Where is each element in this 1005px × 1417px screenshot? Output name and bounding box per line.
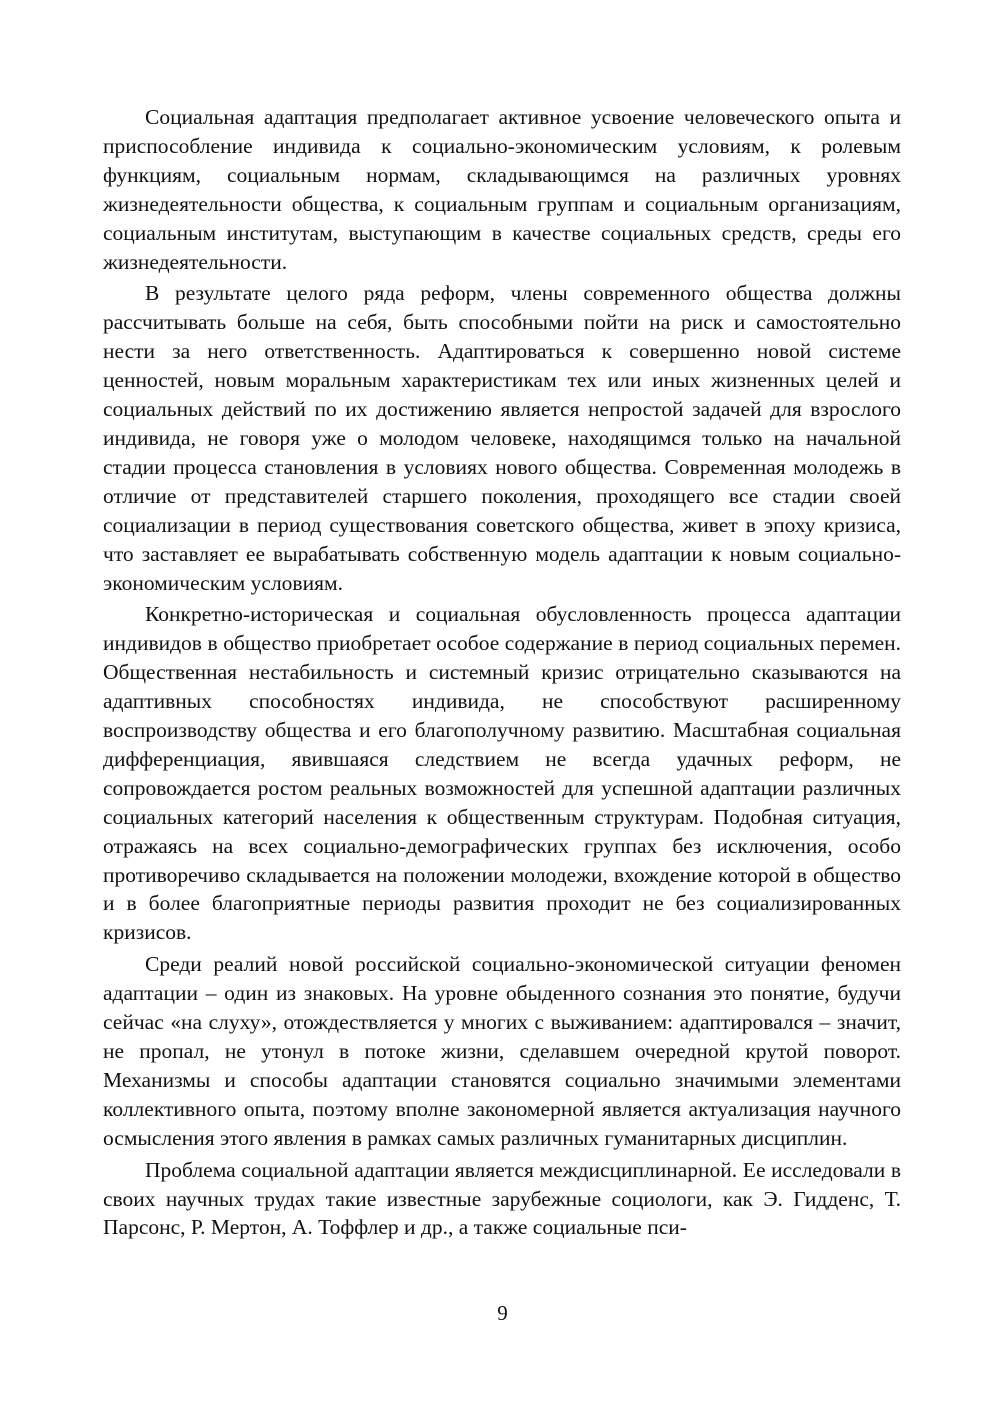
- paragraph-adaptation-phenomenon: Среди реалий новой российской социально-экономической ситуации феномен адаптации – один из знаковых. На уровне обыденного сознания это понятие, будучи сейчас «на слуху», отождествляется у многих с выживанием: адаптировался – значит, не пропал, не утонул в потоке жизни, сделавшем очередной крутой поворот. Механизмы и способы адаптации становятся социально значимыми элементами коллективного опыта, поэтому вполне закономерной является актуализация научного осмысления этого явления в рамках самых различных гуманитарных дисциплин.: [103, 952, 901, 1150]
- page-body: [103, 103, 901, 1245]
- page-number: 9: [497, 1301, 508, 1325]
- paragraph-reforms: В результате целого ряда реформ, члены современного общества должны рассчитывать больше на себя, быть способными пойти на риск и самостоятельно нести за него ответственность. Адаптироваться к совершенно новой системе ценностей, новым моральным характеристикам тех или иных жизненных целей и социальных действий по их достижению является непростой задачей для взрослого индивида, не говоря уже о молодом человеке, находящимся только на начальной стадии процесса становления в условиях нового общества. Современная молодежь в отличие от представителей старшего поколения, проходящего все стадии своей социализации в период существования советского общества, живет в эпоху кризиса, что заставляет ее вырабатывать собственную модель адаптации к новым социально-экономическим условиям.: [103, 281, 901, 595]
- paragraph-historical-conditioning: Конкретно-историческая и социальная обусловленность процесса адаптации индивидов в общество приобретает особое содержание в период социальных перемен. Общественная нестабильность и системный кризис отрицательно сказываются на адаптивных способностях индивида, не способствуют расширенному воспроизводству общества и его благополучному развитию. Масштабная социальная дифференциация, явившаяся следствием не всегда удачных реформ, не сопровождается ростом реальных возможностей для успешной адаптации различных социальных категорий населения к общественным структурам. Подобная ситуация, отражаясь на всех социально-демографических группах без исключения, особо противоречиво складывается на положении молодежи, вхождение которой в общество и в более благоприятные периоды развития проходит не без социализированных кризисов.: [103, 602, 901, 945]
- paragraph-social-adaptation-definition: Социальная адаптация предполагает активное усвоение человеческого опыта и приспособление индивида к социально-экономическим условиям, к ролевым функциям, социальным нормам, складывающимся на различных уровнях жизнедеятельности общества, к социальным группам и социальным организациям, социальным институтам, выступающим в качестве социальных средств, среды его жизнедеятельности.: [103, 105, 901, 274]
- paragraph-interdisciplinary-problem: Проблема социальной адаптации является междисциплинарной. Ее исследовали в своих научных трудах такие известные зарубежные социологи, как Э. Гидденс, Т. Парсонс, Р. Мертон, А. Тоффлер и др., а также социальные пси-: [103, 1157, 901, 1240]
